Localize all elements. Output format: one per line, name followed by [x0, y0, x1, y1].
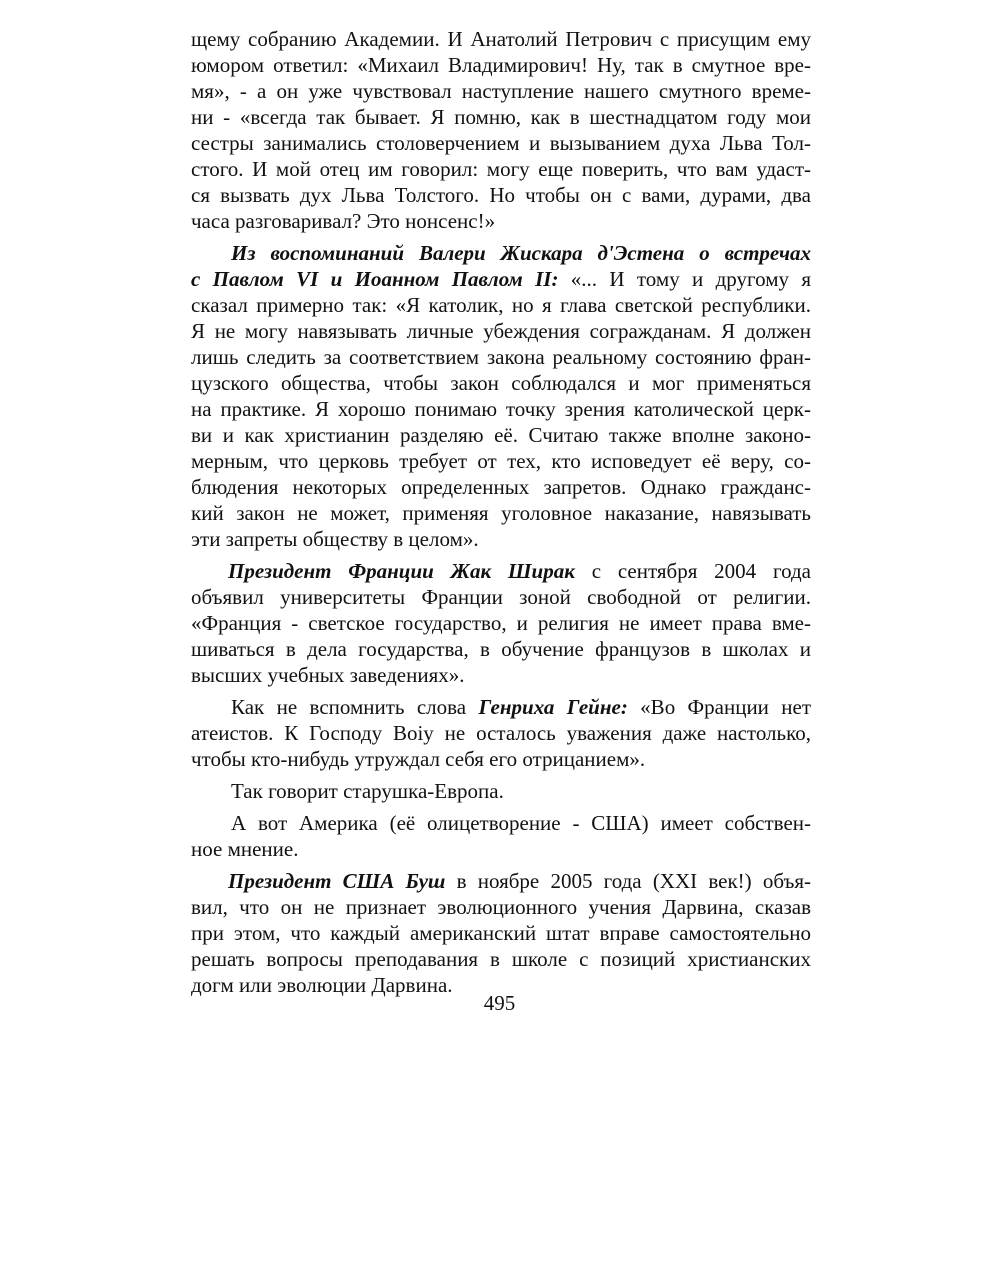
emphasis-source: Из воспоминаний Валери Жискара д'Эстена о встречах — [231, 241, 811, 265]
paragraph-6 — [191, 810, 811, 862]
text-line: блюдения некоторых определенных запретов. Однако гражданс- — [191, 475, 811, 499]
text-line: Я не могу навязывать личные убеждения согражданам. Я должен — [191, 319, 811, 343]
emphasis-source: Президент США Буш — [228, 869, 446, 893]
text-line: высших учебных заведениях». — [191, 663, 465, 687]
text-line: эти запреты обществу в целом». — [191, 527, 479, 551]
text-line: мя», - а он уже чувствовал наступление нашего смутного време- — [191, 79, 811, 103]
page-body — [191, 26, 811, 998]
text-line: шиваться в дела государства, в обучение французов в школах и — [191, 637, 811, 661]
text-line: лишь следить за соответствием закона реальному состоянию фран- — [191, 345, 811, 369]
text-line — [191, 694, 811, 720]
emphasis-source: Генриха Гейне: — [478, 695, 628, 719]
text-line: решать вопросы преподавания в школе с позиций христианских — [191, 947, 811, 971]
text-line: ни - «всегда так бывает. Я помню, как в шестнадцатом году мои — [191, 105, 811, 129]
text-line — [191, 240, 811, 266]
text-line: объявил университеты Франции зоной свободной от религии. — [191, 585, 811, 609]
text-line: ся вызвать дух Льва Толстого. Но чтобы он с вами, дурами, два — [191, 183, 811, 207]
text-line: вил, что он не признает эволюционного учения Дарвина, сказав — [191, 895, 811, 919]
line-text: Как не вспомнить слова — [231, 695, 479, 719]
text-line: А вот Америка (её олицетворение - США) имеет собствен- — [231, 811, 811, 835]
text-line: при этом, что каждый американский штат вправе самостоятельно — [191, 921, 811, 945]
paragraph-4 — [191, 694, 811, 772]
text-line: сестры занимались столоверчением и вызыванием духа Льва Тол- — [191, 131, 811, 155]
text-line: ное мнение. — [191, 837, 299, 861]
emphasis-source: с Павлом VI и Иоанном Павлом II: — [191, 267, 559, 291]
text-line: на практике. Я хорошо понимаю точку зрения католической церк- — [191, 397, 811, 421]
text-line: мерным, что церковь требует от тех, кто исповедует её веру, со- — [191, 449, 811, 473]
text-line: ви и как христианин разделяю её. Считаю также вполне законо- — [191, 423, 811, 447]
paragraph-3 — [191, 558, 811, 688]
text-line: часа разговаривал? Это нонсенс!» — [191, 209, 496, 233]
text-line: чтобы кто-нибудь утруждал себя его отрицанием». — [191, 747, 646, 771]
text-line: «Франция - светское государство, и религия не имеет права вме- — [191, 611, 811, 635]
text-line: щему собранию Академии. И Анатолий Петрович с присущим ему — [191, 27, 811, 51]
line-text: с сентября 2004 года — [574, 559, 811, 583]
paragraph-5 — [191, 778, 811, 804]
paragraph-1 — [191, 26, 811, 234]
text-line — [191, 266, 811, 292]
text-line: цузского общества, чтобы закон соблюдался и мог применяться — [191, 371, 811, 395]
line-text: «... И тому и другому я — [558, 267, 811, 291]
text-line: сказал примерно так: «Я католик, но я глава светской республики. — [191, 293, 811, 317]
emphasis-source: Президент Франции Жак Ширак — [228, 559, 575, 583]
paragraph-2 — [191, 240, 811, 552]
text-line — [191, 868, 811, 894]
text-line: юмором ответил: «Михаил Владимирович! Ну, так в смутное вре- — [191, 53, 811, 77]
text-line: атеистов. К Господу Воiу не осталось уважения даже настолько, — [191, 721, 811, 745]
text-line: Так говорит старушка-Европа. — [231, 779, 504, 803]
text-line — [191, 558, 811, 584]
page-number: 495 — [483, 991, 516, 1015]
line-text: «Во Франции нет — [627, 695, 812, 719]
text-line: догм или эволюции Дарвина. — [191, 973, 453, 997]
text-line: стого. И мой отец им говорил: могу еще поверить, что вам удаст- — [191, 157, 811, 181]
text-line: кий закон не может, применяя уголовное наказание, навязывать — [191, 501, 811, 525]
line-text: в ноябре 2005 года (XXI век!) объя- — [445, 869, 812, 893]
paragraph-7 — [191, 868, 811, 998]
